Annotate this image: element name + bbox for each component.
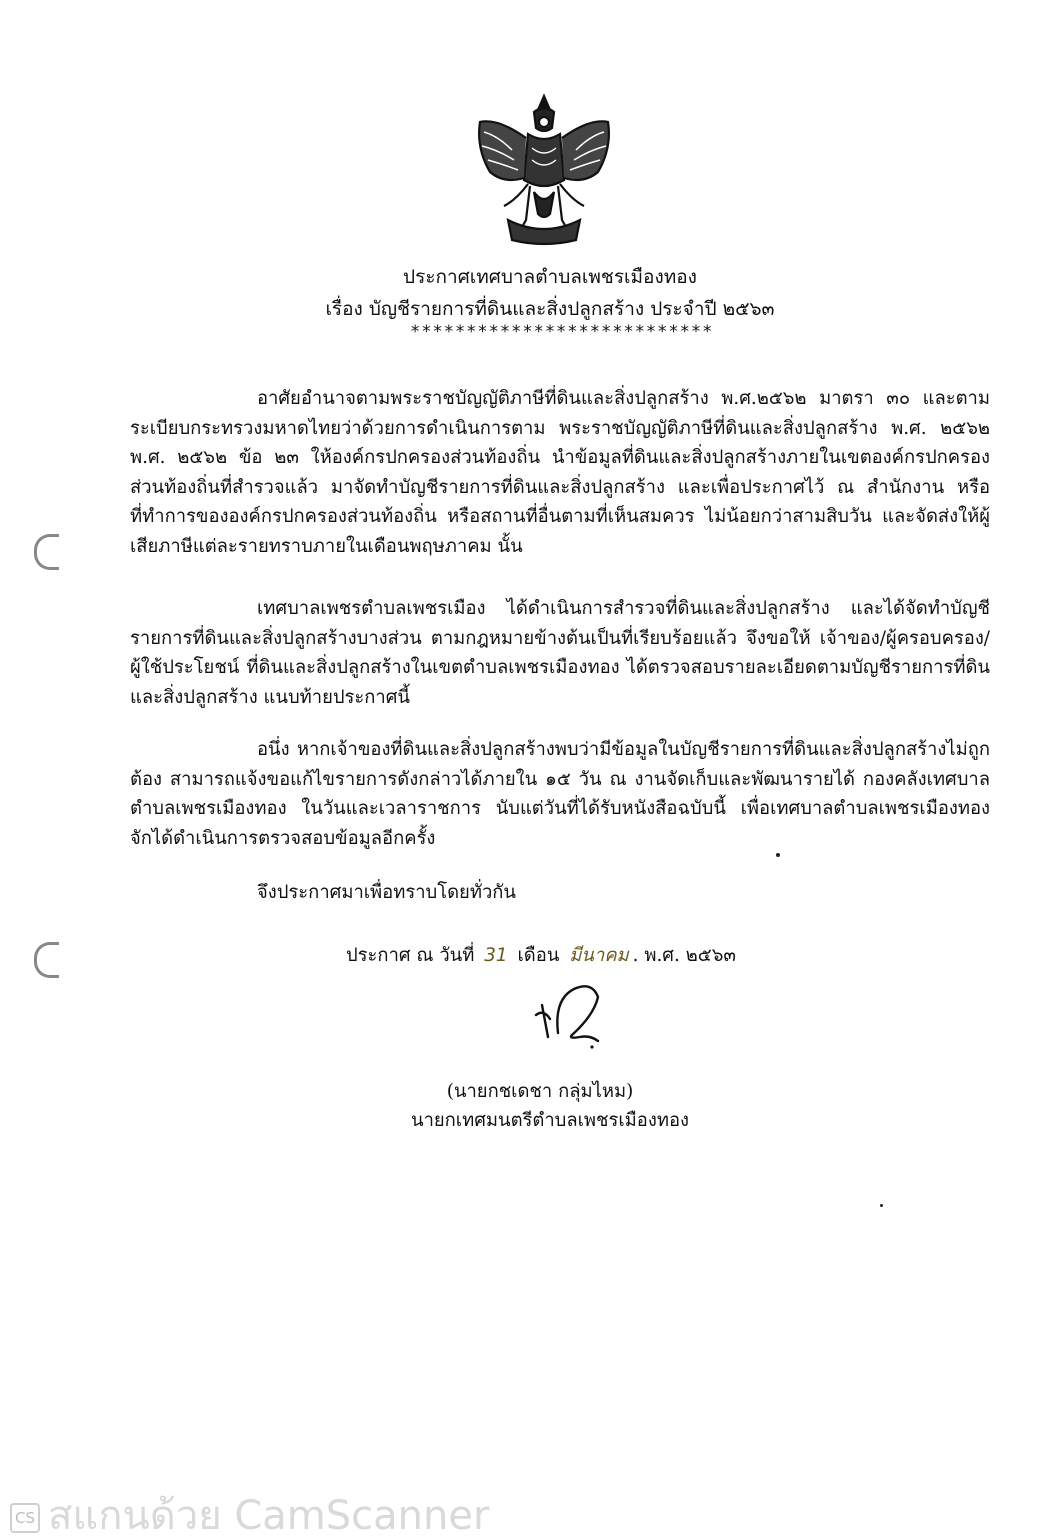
date-prefix: ประกาศ ณ วันที่ — [346, 945, 475, 966]
scan-speck — [880, 1204, 883, 1207]
signer-title: นายกเทศมนตรีตำบลเพชรเมืองทอง — [411, 1110, 689, 1131]
punch-hole-mark — [34, 534, 59, 570]
garuda-emblem-icon — [468, 88, 620, 248]
body-paragraph-2: เทศบาลเพชรตำบลเพชรเมือง ได้ดำเนินการสำรวจที่ดินและสิ่งปลูกสร้าง และได้จัดทำบัญชีรายการที่ดินและสิ่งปลูกสร้างบางส่วน ตามกฎหมายข้างต้นเป็นที่เรียบร้อยแล้ว จึงขอให้ เจ้าของ/ผู้ครอบครอง/ ผู้ใช้ประโยชน์ ที่ดินและสิ่งปลูกสร้างในเขตตำบลเพชรเมืองทอง ได้ตรวจสอบรายละเอียดตามบัญชีรายการที่ดินและสิ่งปลูกสร้าง แนบท้ายประกาศนี้ — [130, 598, 990, 708]
announcement-date — [346, 940, 736, 972]
punch-hole-mark — [34, 942, 59, 978]
closing-statement: จึงประกาศมาเพื่อทราบโดยทั่วกัน — [257, 882, 516, 903]
scan-speck — [776, 853, 780, 857]
handwritten-signature — [528, 975, 613, 1055]
date-month: มีนาคม — [569, 945, 629, 966]
announcement-subject: เรื่อง บัญชีรายการที่ดินและสิ่งปลูกสร้าง ประจำปี ๒๕๖๓ — [325, 298, 775, 320]
watermark-text: สแกนด้วย CamScanner — [48, 1493, 490, 1539]
body-paragraph-1: อาศัยอำนาจตามพระราชบัญญัติภาษีที่ดินและสิ่งปลูกสร้าง พ.ศ.๒๕๖๒ มาตรา ๓๐ และตามระเบียบกระทรวงมหาดไทยว่าด้วยการดำเนินการตาม พระราชบัญญัติภาษีที่ดินและสิ่งปลูกสร้าง พ.ศ. ๒๕๖๒ พ.ศ. ๒๕๖๒ ข้อ ๒๓ ให้องค์กรปกครองส่วนท้องถิ่น นำข้อมูลที่ดินและสิ่งปลูกสร้างภายในเขตองค์กรปกครองส่วนท้องถิ่นที่สำรวจแล้ว มาจัดทำบัญชีรายการที่ดินและสิ่งปลูกสร้าง และเพื่อประกาศไว้ ณ สำนักงาน หรือที่ทำการขององค์กรปกครองส่วนท้องถิ่น หรือสถานที่อื่นตามที่เห็นสมควร ไม่น้อยกว่าสามสิบวัน และจัดส่งให้ผู้เสียภาษีแต่ละรายทราบภายในเดือนพฤษภาคม นั้น — [130, 388, 990, 557]
date-month-label: เดือน — [517, 945, 560, 966]
body-paragraph-3: อนึ่ง หากเจ้าของที่ดินและสิ่งปลูกสร้างพบว่ามีข้อมูลในบัญชีรายการที่ดินและสิ่งปลูกสร้างไม่ถูกต้อง สามารถแจ้งขอแก้ไขรายการดังกล่าวได้ภายใน ๑๕ วัน ณ งานจัดเก็บและพัฒนารายได้ กองคลังเทศบาลตำบลเพชรเมืองทอง ในวันและเวลาราชการ นับแต่วันที่ได้รับหนังสือฉบับนี้ เพื่อเทศบาลตำบลเพชรเมืองทอง จักได้ดำเนินการตรวจสอบข้อมูลอีกครั้ง — [130, 739, 990, 849]
camscanner-logo-icon: CS — [10, 1503, 40, 1533]
date-year: . พ.ศ. ๒๕๖๓ — [632, 945, 736, 966]
announcement-title: ประกาศเทศบาลตำบลเพชรเมืองทอง — [403, 266, 697, 288]
signer-name: (นายกชเดชา กลุ่มไหม) — [446, 1081, 634, 1102]
scanner-watermark — [10, 1493, 490, 1539]
date-day: 31 — [484, 945, 508, 966]
header-separator: *************************** — [410, 322, 714, 342]
